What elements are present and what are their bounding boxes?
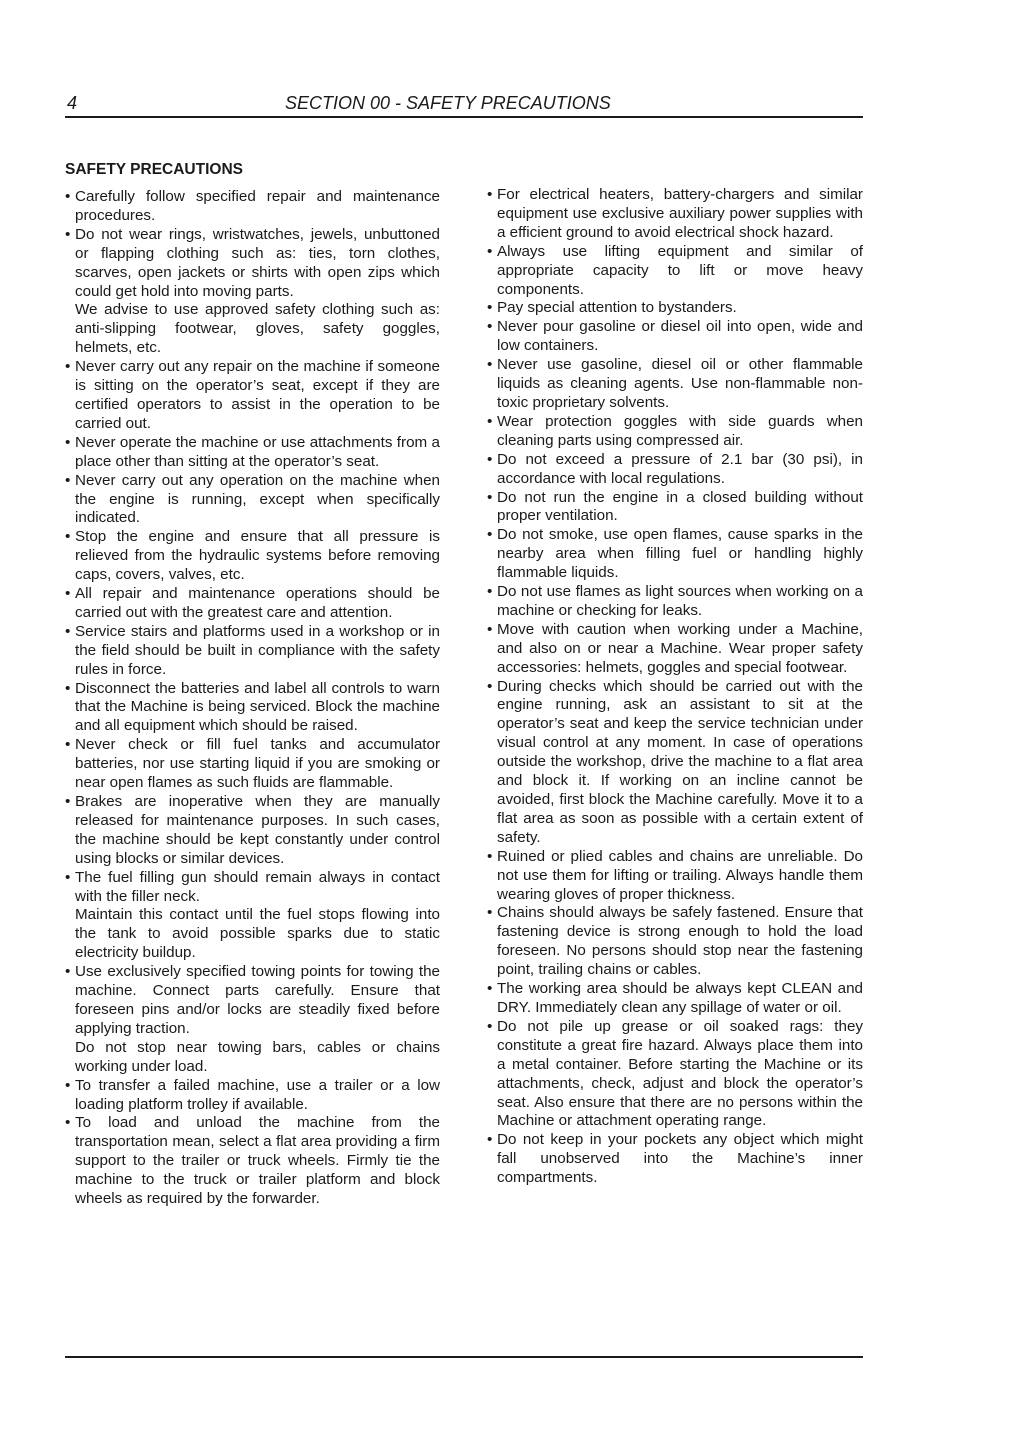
footer-rule — [65, 1356, 863, 1358]
precaution-item: • Never check or fill fuel tanks and accumulator batteries, nor use starting liquid if you are smoking or near open flames as such fluids are flammable. — [65, 736, 440, 793]
page-heading: SAFETY PRECAUTIONS — [65, 161, 243, 178]
page-header — [65, 92, 863, 118]
section-title: SECTION 00 - SAFETY PRECAUTIONS — [285, 93, 611, 113]
precaution-item: • Move with caution when working under a Machine, and also on or near a Machine. Wear proper safety accessories: helmets, goggles and special footwear. — [487, 621, 863, 678]
precaution-item: • To load and unload the machine from the transportation mean, select a flat area providing a firm support to the trailer or truck wheels. Firmly tie the machine to the truck or trailer platform and block wheels as required by the forwarder. — [65, 1114, 440, 1209]
precaution-item: • Pay special attention to bystanders. — [487, 299, 863, 318]
precaution-item: • To transfer a failed machine, use a trailer or a low loading platform trolley if available. — [65, 1077, 440, 1115]
precaution-item: • For electrical heaters, battery-chargers and similar equipment use exclusive auxiliary power supplies with a efficient ground to avoid electrical shock hazard. — [487, 186, 863, 243]
precaution-continuation: Do not stop near towing bars, cables or chains working under load. — [75, 1038, 440, 1075]
precaution-item: • Do not wear rings, wristwatches, jewels, unbuttoned or flapping clothing such as: ties, torn clothes, scarves, open jackets or shirts with open zips which could get hold into moving parts. — [65, 226, 440, 302]
precaution-item: • Do not exceed a pressure of 2.1 bar (30 psi), in accordance with local regulations. — [487, 451, 863, 489]
precaution-item: • Never pour gasoline or diesel oil into open, wide and low containers. — [487, 318, 863, 356]
right-precaution-list — [487, 186, 863, 1188]
precaution-item: • Do not run the engine in a closed building without proper ventilation. — [487, 489, 863, 527]
precaution-item: • Use exclusively specified towing points for towing the machine. Connect parts carefully. Ensure that foreseen pins and/or locks are steadily fixed before applying traction. — [65, 963, 440, 1039]
right-column — [487, 186, 863, 1188]
precaution-item: • Carefully follow specified repair and maintenance procedures. — [65, 188, 440, 226]
precaution-item: • Wear protection goggles with side guards when cleaning parts using compressed air. — [487, 413, 863, 451]
precaution-continuation: We advise to use approved safety clothing such as: anti-slipping footwear, gloves, safety goggles, helmets, etc. — [75, 301, 440, 357]
precaution-item: • Never carry out any operation on the machine when the engine is running, except when specifically indicated. — [65, 472, 440, 529]
precaution-item: • Disconnect the batteries and label all controls to warn that the Machine is being serviced. Block the machine and all equipment which should be raised. — [65, 680, 440, 737]
precaution-item: • During checks which should be carried out with the engine running, ask an assistant to sit at the operator’s seat and keep the service technician under visual control at any moment. In case of operations outside the workshop, drive the machine to a flat area and block it. If working on an incline cannot be avoided, first block the Machine carefully. Move it to a flat area as soon as possible with a certain extent of safety. — [487, 678, 863, 848]
precaution-item: • Brakes are inoperative when they are manually released for maintenance purposes. In such cases, the machine should be kept constantly under control using blocks or similar devices. — [65, 793, 440, 869]
precaution-item: • Do not use flames as light sources when working on a machine or checking for leaks. — [487, 583, 863, 621]
precaution-item: • Do not smoke, use open flames, cause sparks in the nearby area when filling fuel or handling highly flammable liquids. — [487, 526, 863, 583]
precaution-item: • Service stairs and platforms used in a workshop or in the field should be built in compliance with the safety rules in force. — [65, 623, 440, 680]
left-precaution-list — [65, 188, 440, 1209]
precaution-item: • Never operate the machine or use attachments from a place other than sitting at the operator’s seat. — [65, 434, 440, 472]
left-column — [65, 160, 440, 1209]
precaution-item: • Do not pile up grease or oil soaked rags: they constitute a great fire hazard. Always place them into a metal container. Before starting the Machine or its attachments, check, adjust and block the operator’s seat. Also ensure that there are no persons within the Machine or attachment operating range. — [487, 1018, 863, 1131]
precaution-continuation: Maintain this contact until the fuel stops flowing into the tank to avoid possible sparks due to static electricity buildup. — [75, 906, 440, 962]
precaution-item: • Ruined or plied cables and chains are unreliable. Do not use them for lifting or trailing. Always handle them wearing gloves of proper thickness. — [487, 848, 863, 905]
precaution-item: • Do not keep in your pockets any object which might fall unobserved into the Machine’s inner compartments. — [487, 1131, 863, 1188]
precaution-item: • Never carry out any repair on the machine if someone is sitting on the operator’s seat, except if they are certified operators to assist in the operation to be carried out. — [65, 358, 440, 434]
precaution-item: • The working area should be always kept CLEAN and DRY. Immediately clean any spillage of water or oil. — [487, 980, 863, 1018]
precaution-item: • Always use lifting equipment and similar of appropriate capacity to lift or move heavy components. — [487, 243, 863, 300]
precaution-item: • Chains should always be safely fastened. Ensure that fastening device is strong enough to hold the load foreseen. No persons should stop near the fastening point, trailing chains or cables. — [487, 904, 863, 980]
precaution-item: • Never use gasoline, diesel oil or other flammable liquids as cleaning agents. Use non-flammable non-toxic proprietary solvents. — [487, 356, 863, 413]
precaution-item: • All repair and maintenance operations should be carried out with the greatest care and attention. — [65, 585, 440, 623]
page-number: 4 — [67, 93, 78, 113]
precaution-item: • The fuel filling gun should remain always in contact with the filler neck. — [65, 869, 440, 907]
precaution-item: • Stop the engine and ensure that all pressure is relieved from the hydraulic systems before removing caps, covers, valves, etc. — [65, 528, 440, 585]
